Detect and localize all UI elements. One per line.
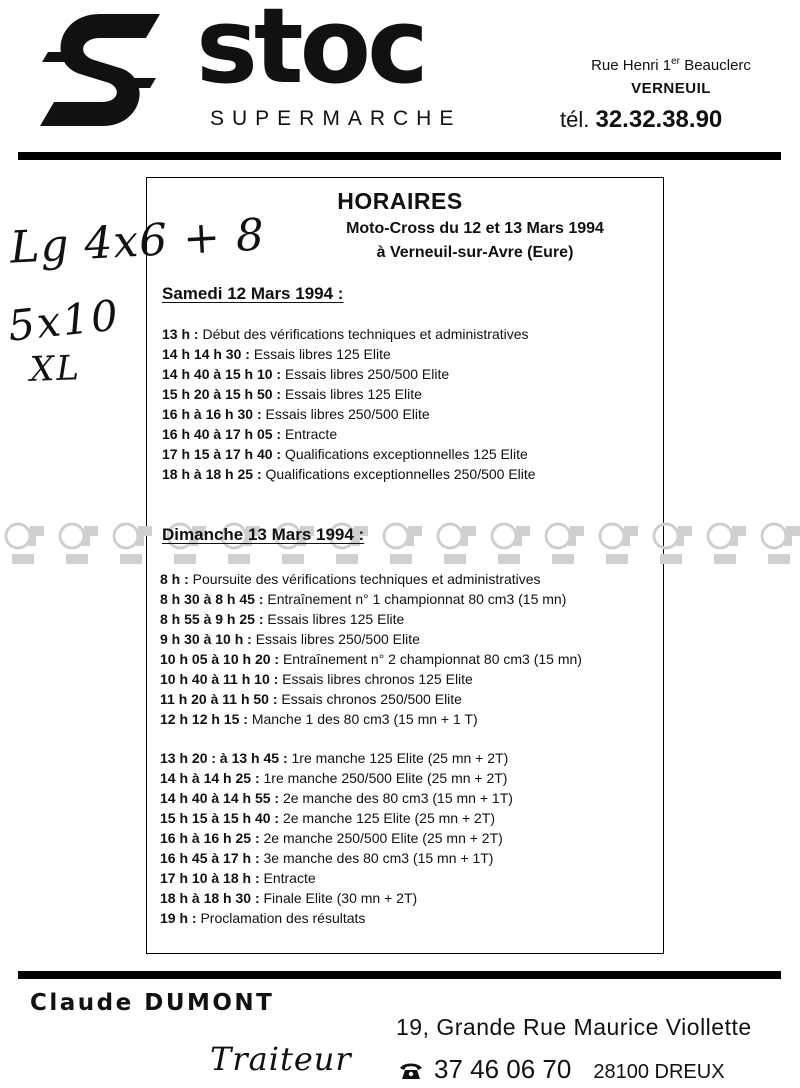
footer-divider: [18, 971, 781, 979]
schedule-item-time: 9 h 30 à 10 h :: [160, 631, 252, 647]
watermark-stamp: [6, 524, 44, 564]
handwritten-note-2: 5x10: [5, 290, 123, 351]
schedule-item: [160, 868, 513, 888]
store-address: [556, 56, 786, 97]
schedule-location: à Verneuil-sur-Avre (Eure): [376, 244, 574, 261]
schedule-item-time: 14 h 40 à 14 h 55 :: [160, 790, 280, 806]
store-street-rest: Beauclerc: [680, 57, 751, 74]
schedule-item-desc: Qualifications exceptionnelles 250/500 Elite: [261, 466, 536, 482]
watermark-stamp: [654, 524, 692, 564]
schedule-item-desc: Essais libres 250/500 Elite: [281, 366, 450, 382]
schedule-item: [160, 828, 513, 848]
watermark-stamp: [114, 524, 152, 564]
schedule-item-desc: Finale Elite (30 mn + 2T): [259, 890, 418, 906]
caterer-name: Claude DUMONT: [30, 990, 275, 1016]
schedule-item-desc: Entraînement n° 1 championnat 80 cm3 (15 mn): [263, 591, 567, 607]
watermark-stamp: [600, 524, 638, 564]
schedule-item-time: 10 h 05 à 10 h 20 :: [160, 651, 280, 667]
watermark-stamp: [762, 524, 800, 564]
day1-heading: Samedi 12 Mars 1994 :: [162, 284, 344, 303]
schedule-item-desc: Essais libres 125 Elite: [249, 346, 391, 362]
schedule-item-desc: Début des vérifications techniques et administratives: [198, 326, 529, 342]
schedule-item: [162, 344, 536, 364]
schedule-item-desc: 1re manche 250/500 Elite (25 mn + 2T): [259, 770, 508, 786]
watermark-strip: [0, 518, 800, 568]
schedule-item: [162, 424, 536, 444]
schedule-title: HORAIRES: [337, 188, 463, 214]
schedule-item-time: 16 h 40 à 17 h 05 :: [162, 426, 282, 442]
schedule-item-desc: Entracte: [281, 426, 338, 442]
schedule-item-desc: Essais libres chronos 125 Elite: [278, 671, 473, 687]
schedule-item-time: 16 h 45 à 17 h :: [160, 850, 260, 866]
schedule-item-desc: Poursuite des vérifications techniques et administratives: [188, 571, 541, 587]
schedule-item-time: 16 h à 16 h 25 :: [160, 830, 260, 846]
schedule-item-time: 13 h 20 : à 13 h 45 :: [160, 750, 288, 766]
schedule-item-desc: Proclamation des résultats: [196, 910, 366, 926]
schedule-item-time: 8 h :: [160, 571, 189, 587]
schedule-item-time: 19 h :: [160, 910, 197, 926]
schedule-item-time: 10 h 40 à 11 h 10 :: [160, 671, 279, 687]
schedule-item: [162, 364, 536, 384]
schedule-item-time: 14 h 14 h 30 :: [162, 346, 250, 362]
schedule-item: [160, 788, 513, 808]
header-divider: [18, 152, 781, 160]
schedule-item: [160, 649, 582, 669]
schedule-item-time: 18 h à 18 h 30 :: [160, 890, 260, 906]
handwritten-note-1: Lg 4x6 + 8: [8, 209, 267, 274]
stoc-s-logo-icon: [40, 14, 160, 126]
schedule-item-desc: Essais libres 250/500 Elite: [261, 406, 430, 422]
schedule-item-time: 18 h à 18 h 25 :: [162, 466, 262, 482]
schedule-item-desc: 2e manche des 80 cm3 (15 mn + 1T): [279, 790, 513, 806]
schedule-item-desc: 1re manche 125 Elite (25 mn + 2T): [287, 750, 509, 766]
schedule-item-desc: 2e manche 125 Elite (25 mn + 2T): [279, 810, 496, 826]
day2-afternoon-list: [160, 748, 513, 928]
schedule-item-time: 16 h à 16 h 30 :: [162, 406, 262, 422]
schedule-item-time: 14 h à 14 h 25 :: [160, 770, 260, 786]
store-city: VERNEUIL: [631, 80, 711, 97]
store-street-text: Rue Henri 1: [591, 57, 672, 74]
schedule-item: [162, 404, 536, 424]
day2-heading: Dimanche 13 Mars 1994 :: [162, 525, 365, 544]
schedule-item: [160, 629, 582, 649]
store-street: [556, 56, 786, 74]
schedule-item-desc: Entraînement n° 2 championnat 80 cm3 (15 mn): [279, 651, 582, 667]
schedule-item: [160, 589, 582, 609]
schedule-item-time: 12 h 12 h 15 :: [160, 711, 248, 727]
schedule-item: [160, 848, 513, 868]
schedule-item: [160, 569, 582, 589]
caterer-phone: 37 46 06 70: [434, 1054, 572, 1084]
handwritten-note-3: XL: [29, 348, 82, 390]
caterer-contact: [398, 1054, 725, 1085]
schedule-item-time: 11 h 20 à 11 h 50 :: [160, 691, 278, 707]
schedule-item-desc: Essais libres 250/500 Elite: [251, 631, 420, 647]
schedule-item-desc: Essais libres 125 Elite: [263, 611, 405, 627]
schedule-item: [160, 808, 513, 828]
caterer-type: Traiteur: [210, 1040, 352, 1078]
schedule-item: [160, 609, 582, 629]
schedule-item-time: 15 h 15 à 15 h 40 :: [160, 810, 280, 826]
schedule-item: [162, 444, 536, 464]
watermark-stamp: [708, 524, 746, 564]
watermark-stamp: [60, 524, 98, 564]
schedule-item-time: 17 h 10 à 18 h :: [160, 870, 260, 886]
schedule-item-desc: Manche 1 des 80 cm3 (15 mn + 1 T): [247, 711, 478, 727]
schedule-item-time: 17 h 15 à 17 h 40 :: [162, 446, 282, 462]
brand-subtitle: SUPERMARCHE: [210, 107, 462, 130]
store-phone-number: 32.32.38.90: [595, 106, 723, 133]
schedule-item-desc: Entracte: [259, 870, 316, 886]
schedule-item-desc: Essais chronos 250/500 Elite: [277, 691, 462, 707]
schedule-item-time: 14 h 40 à 15 h 10 :: [162, 366, 282, 382]
store-street-sup: er: [671, 56, 681, 67]
schedule-item: [162, 324, 536, 344]
schedule-item: [160, 888, 513, 908]
day2-morning-list: [160, 569, 582, 729]
schedule-item-time: 8 h 30 à 8 h 45 :: [160, 591, 264, 607]
schedule-item: [160, 768, 513, 788]
schedule-item-desc: Essais libres 125 Elite: [281, 386, 422, 402]
store-phone: [560, 108, 722, 132]
day1-schedule-list: [162, 324, 536, 484]
schedule-item: [160, 669, 582, 689]
schedule-item: [160, 908, 513, 928]
schedule-item-desc: Qualifications exceptionnelles 125 Elite: [281, 446, 528, 462]
caterer-street: 19, Grande Rue Maurice Viollette: [396, 1014, 752, 1040]
schedule-item: [162, 464, 536, 484]
schedule-item: [162, 384, 536, 404]
schedule-item-desc: 3e manche des 80 cm3 (15 mn + 1T): [259, 850, 494, 866]
schedule-item: [160, 689, 582, 709]
watermark-stamp: [438, 524, 476, 564]
schedule-item-time: 15 h 20 à 15 h 50 :: [162, 386, 282, 402]
schedule-item-time: 8 h 55 à 9 h 25 :: [160, 611, 264, 627]
schedule-subtitle: Moto-Cross du 12 et 13 Mars 1994: [346, 220, 604, 237]
schedule-item: [160, 748, 513, 768]
caterer-city: 28100 DREUX: [593, 1061, 725, 1083]
schedule-item-time: 13 h :: [162, 326, 199, 342]
store-phone-prefix: tél.: [560, 107, 590, 132]
schedule-item: [160, 709, 582, 729]
watermark-stamp: [546, 524, 584, 564]
schedule-item-desc: 2e manche 250/500 Elite (25 mn + 2T): [259, 830, 503, 846]
brand-name: stoc: [196, 0, 425, 107]
telephone-icon: [398, 1062, 424, 1080]
watermark-stamp: [492, 524, 530, 564]
watermark-stamp: [384, 524, 422, 564]
